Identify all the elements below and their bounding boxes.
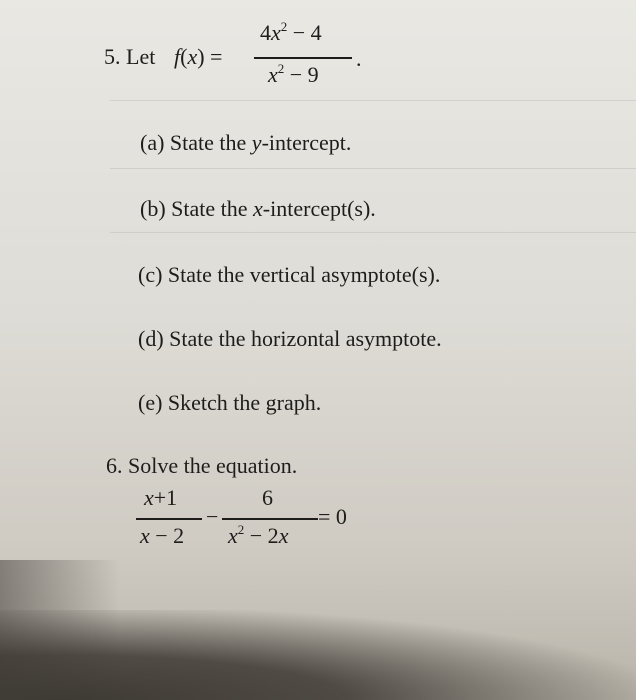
period: .: [356, 46, 362, 71]
divider: [110, 100, 636, 101]
numerator: x+1: [144, 485, 178, 510]
shadow: [0, 610, 636, 700]
part-b: (b) State the x-intercept(s).: [140, 196, 376, 221]
part-text: Sketch the graph.: [167, 390, 322, 415]
part-label: (b): [140, 196, 166, 221]
part-label: (c): [138, 262, 163, 287]
part-label: (d): [138, 326, 164, 351]
fraction-bar: [254, 57, 352, 59]
divider: [110, 232, 636, 233]
equals-zero: = 0: [318, 504, 347, 529]
part-a: (a) State the y-intercept.: [140, 130, 352, 155]
problem-6-lead: 6. Solve the equation.: [106, 453, 298, 478]
part-label: (e): [138, 390, 163, 415]
part-label: (a): [140, 130, 165, 155]
minus-sign: −: [206, 504, 219, 529]
part-text: State the horizontal asymptote.: [169, 326, 442, 351]
part-e: [138, 390, 321, 416]
denominator: x − 2: [140, 523, 185, 548]
part-d: [138, 326, 442, 352]
part-c: [138, 262, 440, 288]
numerator: 6: [262, 485, 273, 510]
fraction-bar: [136, 518, 202, 520]
denominator: $x^2 - 9$: [268, 61, 319, 87]
divider: [110, 168, 636, 169]
fraction-bar: [222, 518, 318, 520]
function-label: f(x) =: [174, 44, 223, 69]
denominator: $x^2 - 2x$: [228, 522, 289, 548]
problem-5-lead: 5. Let: [104, 44, 156, 69]
numerator: $4x^2 - 4$: [260, 19, 322, 45]
part-text: State the vertical asymptote(s).: [167, 262, 441, 287]
